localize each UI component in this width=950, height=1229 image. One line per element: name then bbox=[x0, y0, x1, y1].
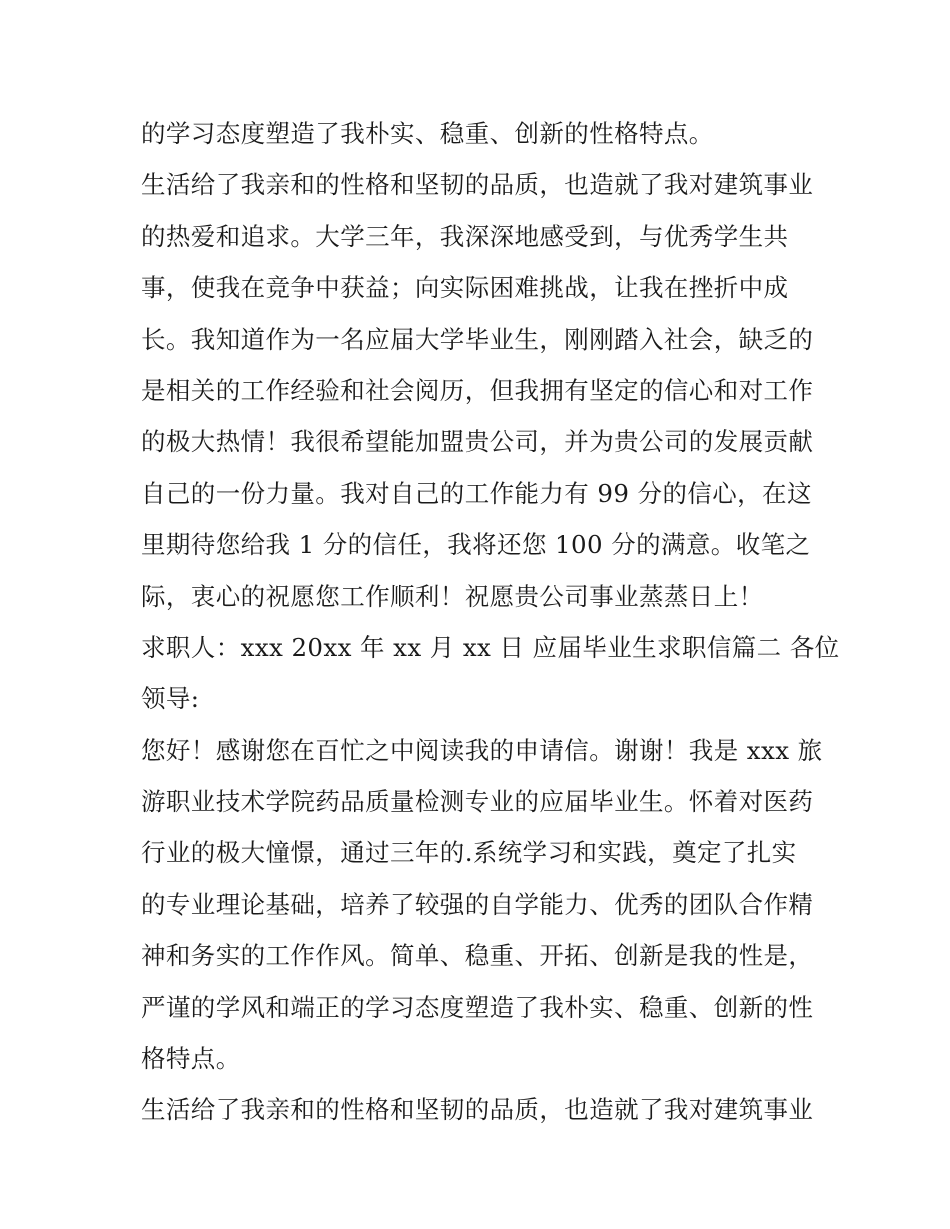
text-line: 的专业理论基础，培养了较强的自学能力、优秀的团队合作精 bbox=[141, 889, 814, 919]
text-line: 求职人：xxx 20xx 年 xx 月 xx 日 应届毕业生求职信篇二 各位 bbox=[141, 632, 840, 662]
text-line: 的学习态度塑造了我朴实、稳重、创新的性格特点。 bbox=[141, 119, 714, 148]
text-line: 的热爱和追求。大学三年，我深深地感受到，与优秀学生共 bbox=[141, 221, 789, 251]
text-line: 生活给了我亲和的性格和坚韧的品质，也造就了我对建筑事业 bbox=[141, 170, 814, 200]
text-line: 际，衷心的祝愿您工作顺利！祝愿贵公司事业蒸蒸日上！ bbox=[141, 581, 764, 611]
document-body bbox=[141, 108, 840, 1136]
text-line: 长。我知道作为一名应届大学毕业生，刚刚踏入社会，缺乏的 bbox=[141, 324, 814, 354]
text-line: 事，使我在竞争中获益；向实际困难挑战，让我在挫折中成 bbox=[141, 273, 789, 303]
text-line: 生活给了我亲和的性格和坚韧的品质，也造就了我对建筑事业 bbox=[141, 1095, 814, 1125]
text-line: 严谨的学风和端正的学习态度塑造了我朴实、稳重、创新的性 bbox=[141, 992, 814, 1022]
text-line: 领导: bbox=[141, 684, 200, 714]
text-line: 行业的极大憧憬，通过三年的.系统学习和实践，奠定了扎实 bbox=[141, 838, 797, 868]
text-line: 里期待您给我 1 分的信任，我将还您 100 分的满意。收笔之 bbox=[141, 530, 811, 560]
text-line: 游职业技术学院药品质量检测专业的应届毕业生。怀着对医药 bbox=[141, 787, 814, 817]
text-line: 格特点。 bbox=[141, 1044, 241, 1074]
text-line: 的极大热情！我很希望能加盟贵公司，并为贵公司的发展贡献 bbox=[141, 427, 814, 457]
text-line: 自己的一份力量。我对自己的工作能力有 99 分的信心，在这 bbox=[141, 478, 812, 508]
text-line: 您好！感谢您在百忙之中阅读我的申请信。谢谢！我是 xxx 旅 bbox=[141, 735, 823, 765]
text-line: 神和务实的工作作风。简单、稳重、开拓、创新是我的性是， bbox=[141, 941, 814, 971]
text-line: 是相关的工作经验和社会阅历，但我拥有坚定的信心和对工作 bbox=[141, 375, 814, 405]
